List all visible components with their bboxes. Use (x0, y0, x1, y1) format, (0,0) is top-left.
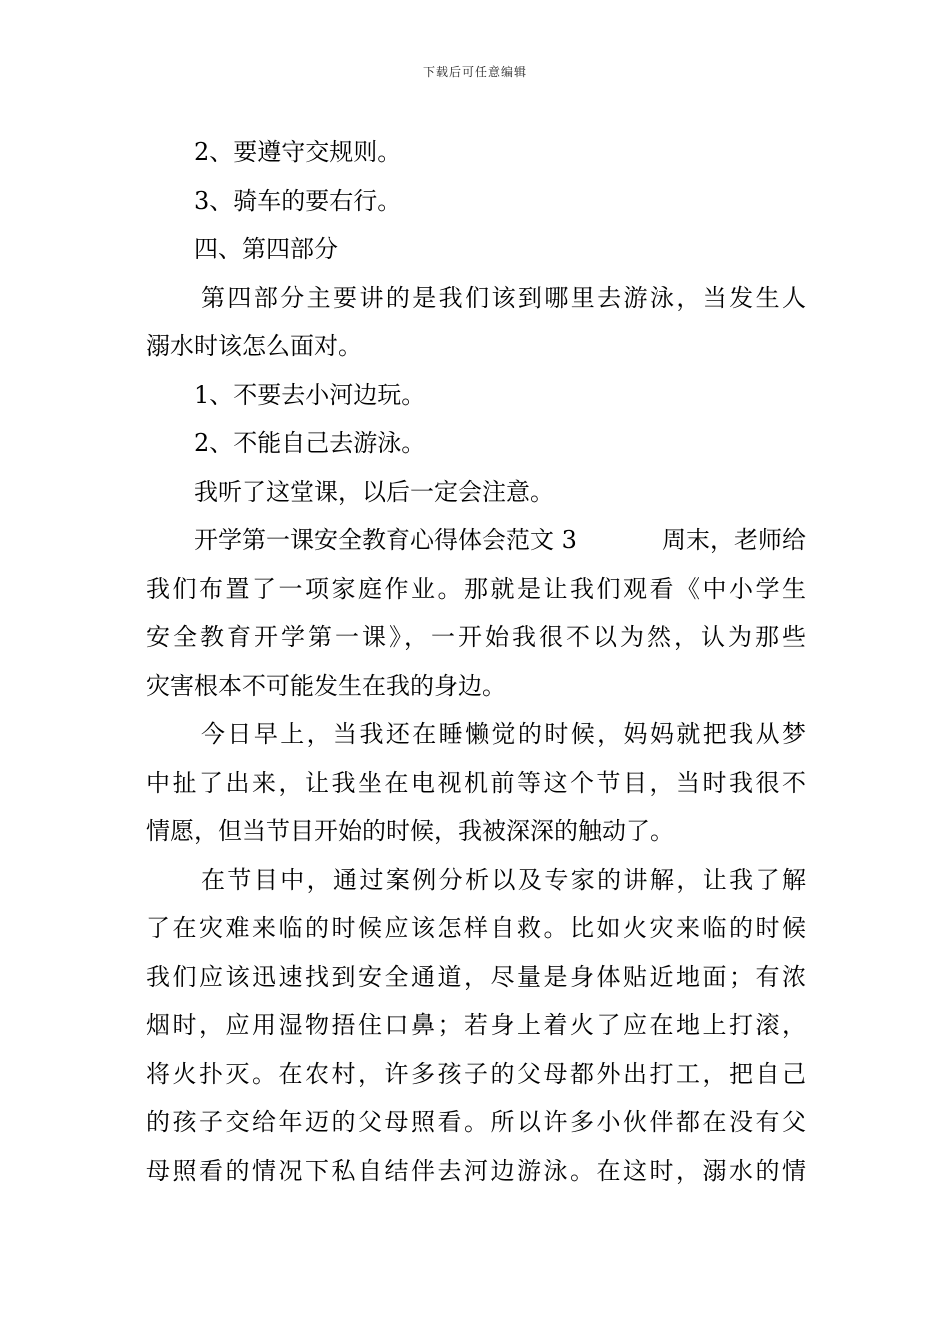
page-header-note: 下载后可任意编辑 (422, 65, 527, 79)
paragraph-line: 将火扑灭。在农村，许多孩子的父母都外出打工，把自己 (146, 1059, 806, 1088)
paragraph-line: 了在灾难来临的时候应该怎样自救。比如火灾来临的时候 (146, 914, 806, 942)
list-item: 2、不能自己去游泳。 (194, 429, 426, 457)
paragraph-line: 今日早上，当我还在睡懒觉的时候，妈妈就把我从梦 (201, 720, 806, 748)
paragraph-line: 第四部分主要讲的是我们该到哪里去游泳，当发生人 (201, 283, 806, 312)
section-heading: 四、第四部分 (194, 235, 338, 263)
paragraph-line: 的孩子交给年迈的父母照看。所以许多小伙伴都在没有父 (146, 1108, 806, 1136)
paragraph-line: 我们应该迅速找到安全通道，尽量是身体贴近地面；有浓 (146, 962, 806, 991)
paragraph-line: 中扯了出来，让我坐在电视机前等这个节目，当时我很不 (146, 768, 806, 797)
paragraph-line: 我们布置了一项家庭作业。那就是让我们观看《中小学生 (146, 574, 806, 603)
paragraph-line: 情愿，但当节目开始的时候，我被深深的触动了。 (146, 817, 674, 845)
paragraph-line: 在节目中，通过案例分析以及专家的讲解，让我了解 (201, 865, 806, 894)
essay-title: 开学第一课安全教育心得体会范文 3 (194, 526, 577, 554)
paragraph-line: 溺水时该怎么面对。 (146, 332, 362, 360)
paragraph-line: 我听了这堂课，以后一定会注意。 (194, 477, 554, 506)
list-item: 3、骑车的要右行。 (194, 186, 402, 215)
paragraph-line: 烟时，应用湿物捂住口鼻；若身上着火了应在地上打滚， (146, 1011, 806, 1039)
paragraph-start: 周末，老师给 (662, 526, 806, 554)
paragraph-line: 灾害根本不可能发生在我的身边。 (146, 671, 506, 700)
list-item: 1、不要去小河边玩。 (194, 380, 426, 409)
paragraph-line: 安全教育开学第一课》，一开始我很不以为然，认为那些 (146, 623, 806, 651)
paragraph-line: 母照看的情况下私自结伴去河边游泳。在这时，溺水的情 (146, 1156, 806, 1185)
document-body (146, 128, 806, 1195)
essay-title-line (146, 516, 806, 565)
list-item: 2、要遵守交规则。 (194, 138, 402, 166)
